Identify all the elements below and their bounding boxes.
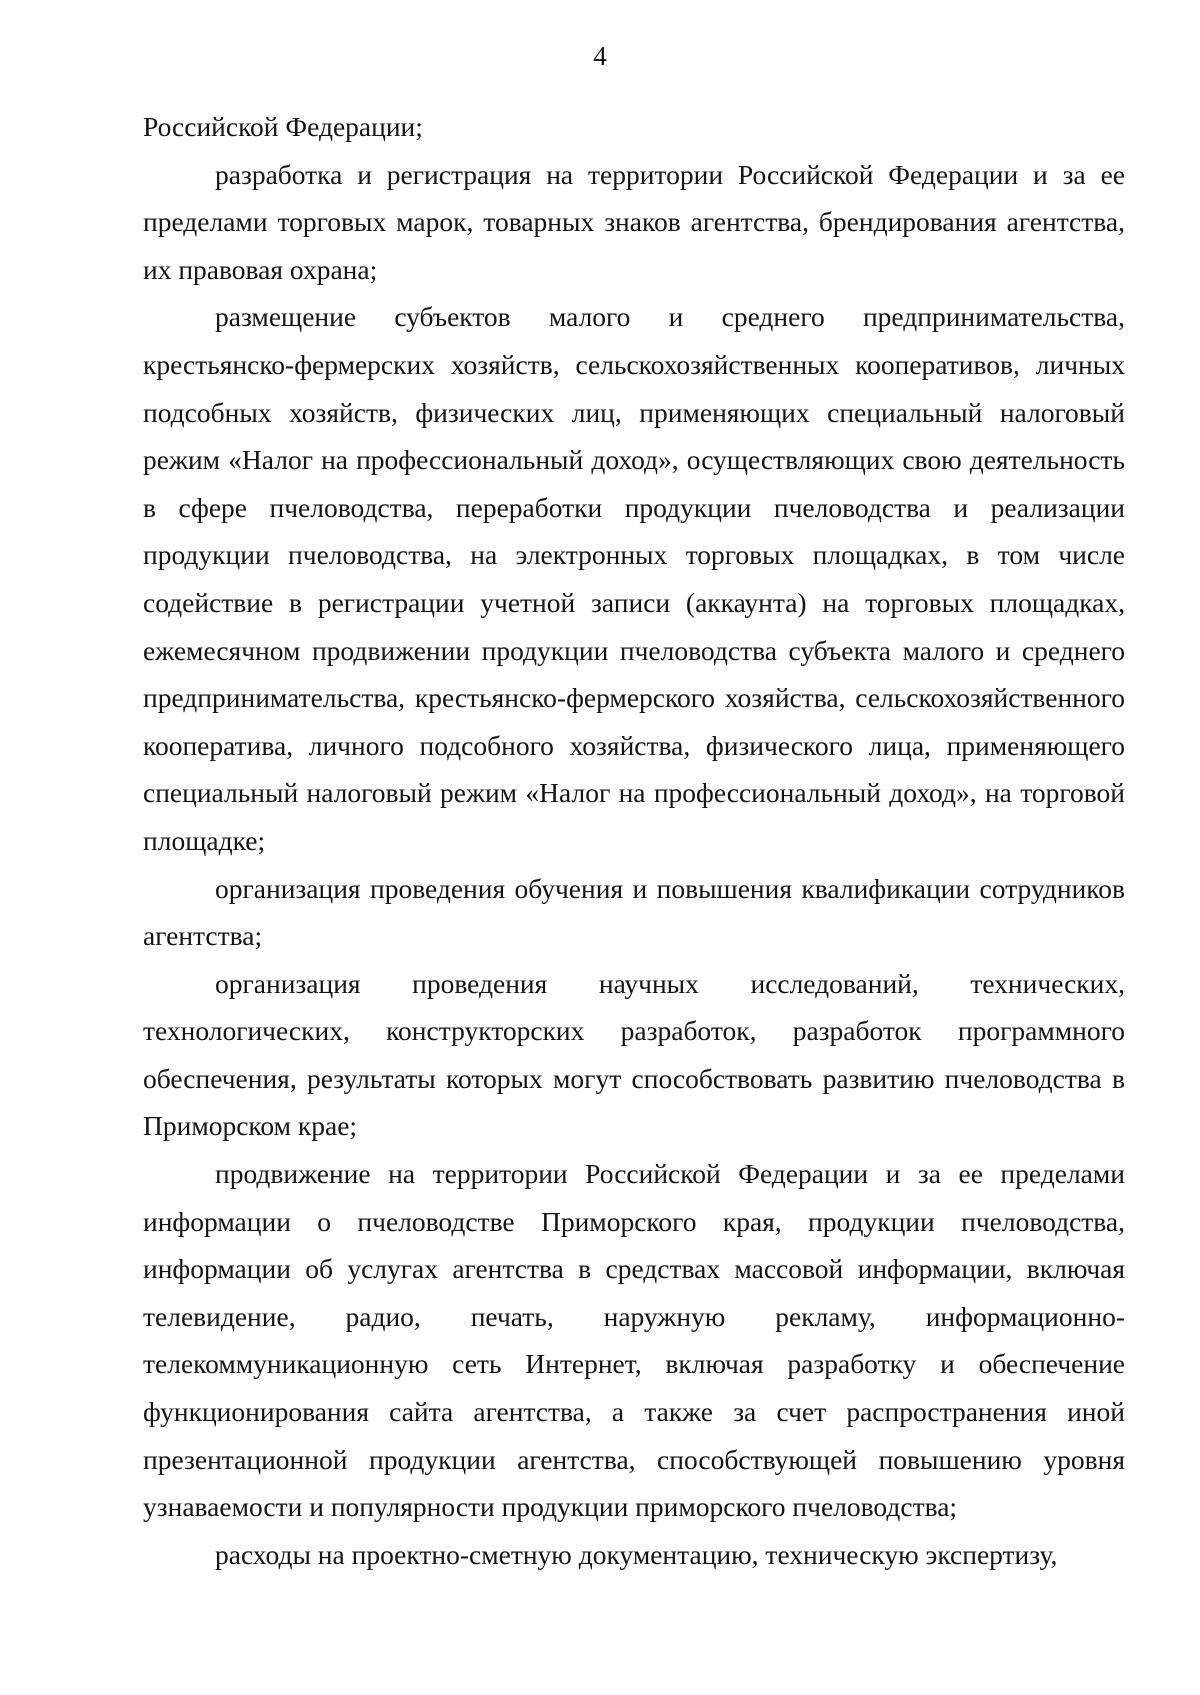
page-number: 4 <box>593 41 607 71</box>
document-body <box>143 103 1125 1578</box>
paragraph-trademark-registration: разработка и регистрация на территории Российской Федерации и за ее пределами торговых марок, товарных знаков агентства, брендирования агентства, их правовая охрана; <box>143 158 1125 285</box>
paragraph-expenses: расходы на проектно-сметную документацию, техническую экспертизу, <box>215 1538 1058 1570</box>
paragraph-promotion: продвижение на территории Российской Федерации и за ее пределами информации о пчеловодстве Приморского края, продукции пчеловодства, информации об услугах агентства в средствах массовой информации, включая телевидение, радио, печать, наружную рекламу, информационно-телекоммуникационную сеть Интернет, включая разработку и обеспечение функционирования сайта агентства, а также за счет распространения иной презентационной продукции агентства, способствующей повышению уровня узнаваемости и популярности продукции приморского пчеловодства; <box>143 1158 1125 1523</box>
paragraph-research: организация проведения научных исследований, технических, технологических, конструкторских разработок, разработок программного обеспечения, результаты которых могут способствовать развитию пчеловодства в Приморском крае; <box>143 967 1125 1142</box>
paragraph-marketplace-placement: размещение субъектов малого и среднего предпринимательства, крестьянско-фермерских хозяйств, сельскохозяйственных кооперативов, личных подсобных хозяйств, физических лиц, применяющих специальный налоговый режим «Налог на профессиональный доход», осуществляющих свою деятельность в сфере пчеловодства, переработки продукции пчеловодства и реализации продукции пчеловодства, на электронных торговых площадках, в том числе содействие в регистрации учетной записи (аккаунта) на торговых площадках, ежемесячном продвижении продукции пчеловодства субъекта малого и среднего предпринимательства, крестьянско-фермерского хозяйства, сельскохозяйственного кооператива, личного подсобного хозяйства, физического лица, применяющего специальный налоговый режим «Налог на профессиональный доход», на торговой площадке; <box>143 301 1125 856</box>
paragraph-staff-training: организация проведения обучения и повышения квалификации сотрудников агентства; <box>143 872 1125 952</box>
paragraph-continuation: Российской Федерации; <box>143 111 423 142</box>
